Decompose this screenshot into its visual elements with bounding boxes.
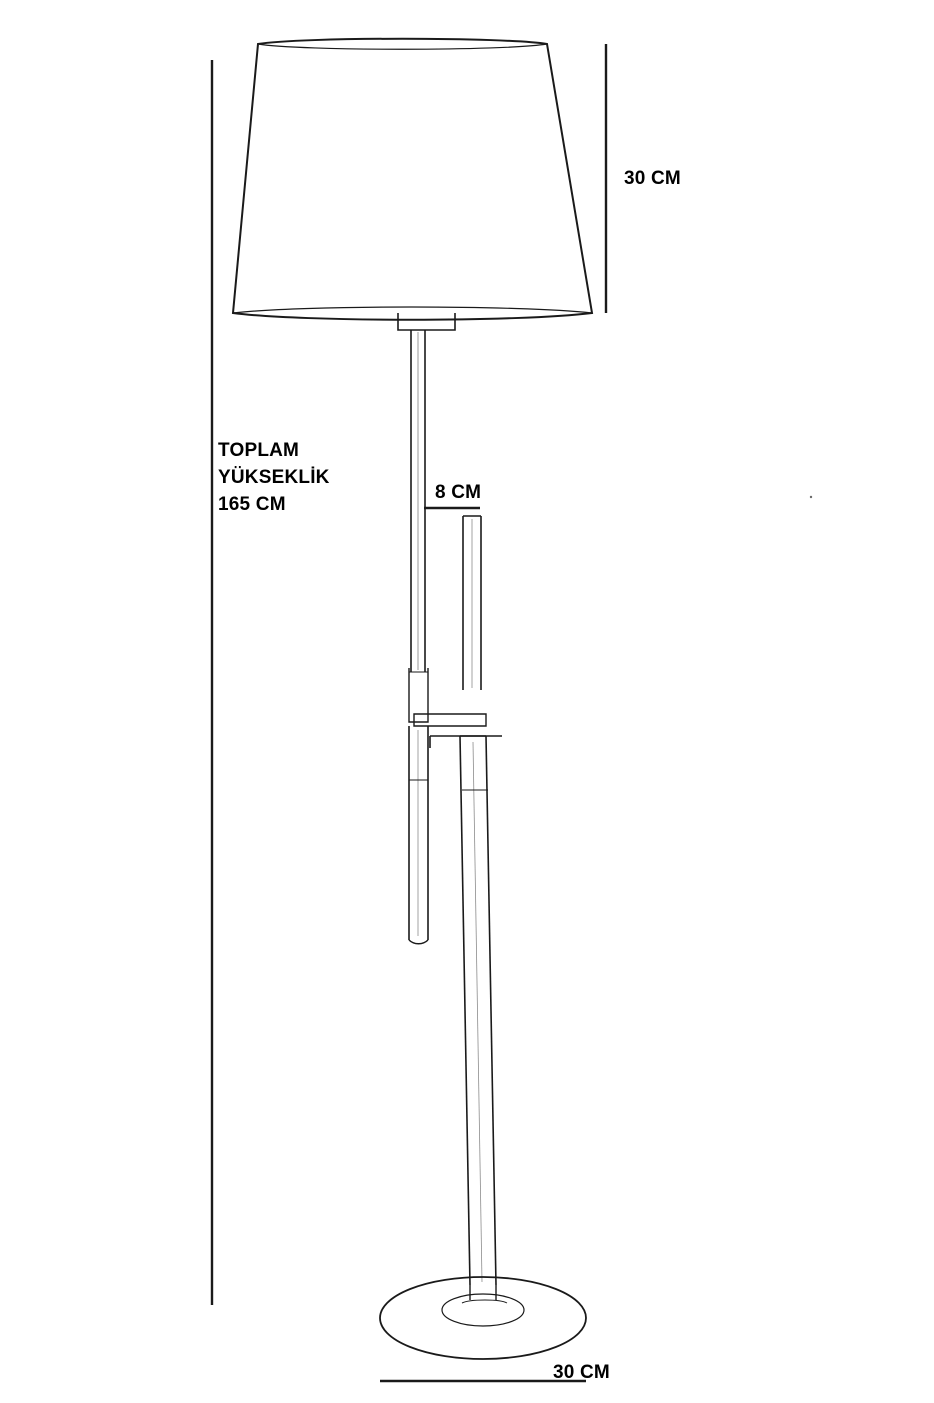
shade-height-label: 30 CM bbox=[624, 168, 681, 189]
secondary-rod bbox=[463, 516, 481, 690]
total-height-label-line-3: 165 CM bbox=[218, 494, 286, 515]
total-height-label bbox=[218, 437, 330, 518]
total-height-label-line-1: TOPLAM bbox=[218, 440, 300, 461]
total-height-label-line-2: YÜKSEKLİK bbox=[218, 467, 330, 488]
lamp-base bbox=[380, 1277, 586, 1359]
stray-mark bbox=[810, 496, 812, 498]
upper-rod bbox=[411, 330, 425, 672]
lamp-shade bbox=[233, 39, 592, 320]
lower-left-rod bbox=[409, 726, 428, 944]
shade-fitter bbox=[398, 313, 455, 330]
base-width-label: 30 CM bbox=[553, 1362, 610, 1383]
lower-right-rod bbox=[460, 736, 496, 1285]
shade-depth-label: 8 CM bbox=[435, 482, 482, 503]
